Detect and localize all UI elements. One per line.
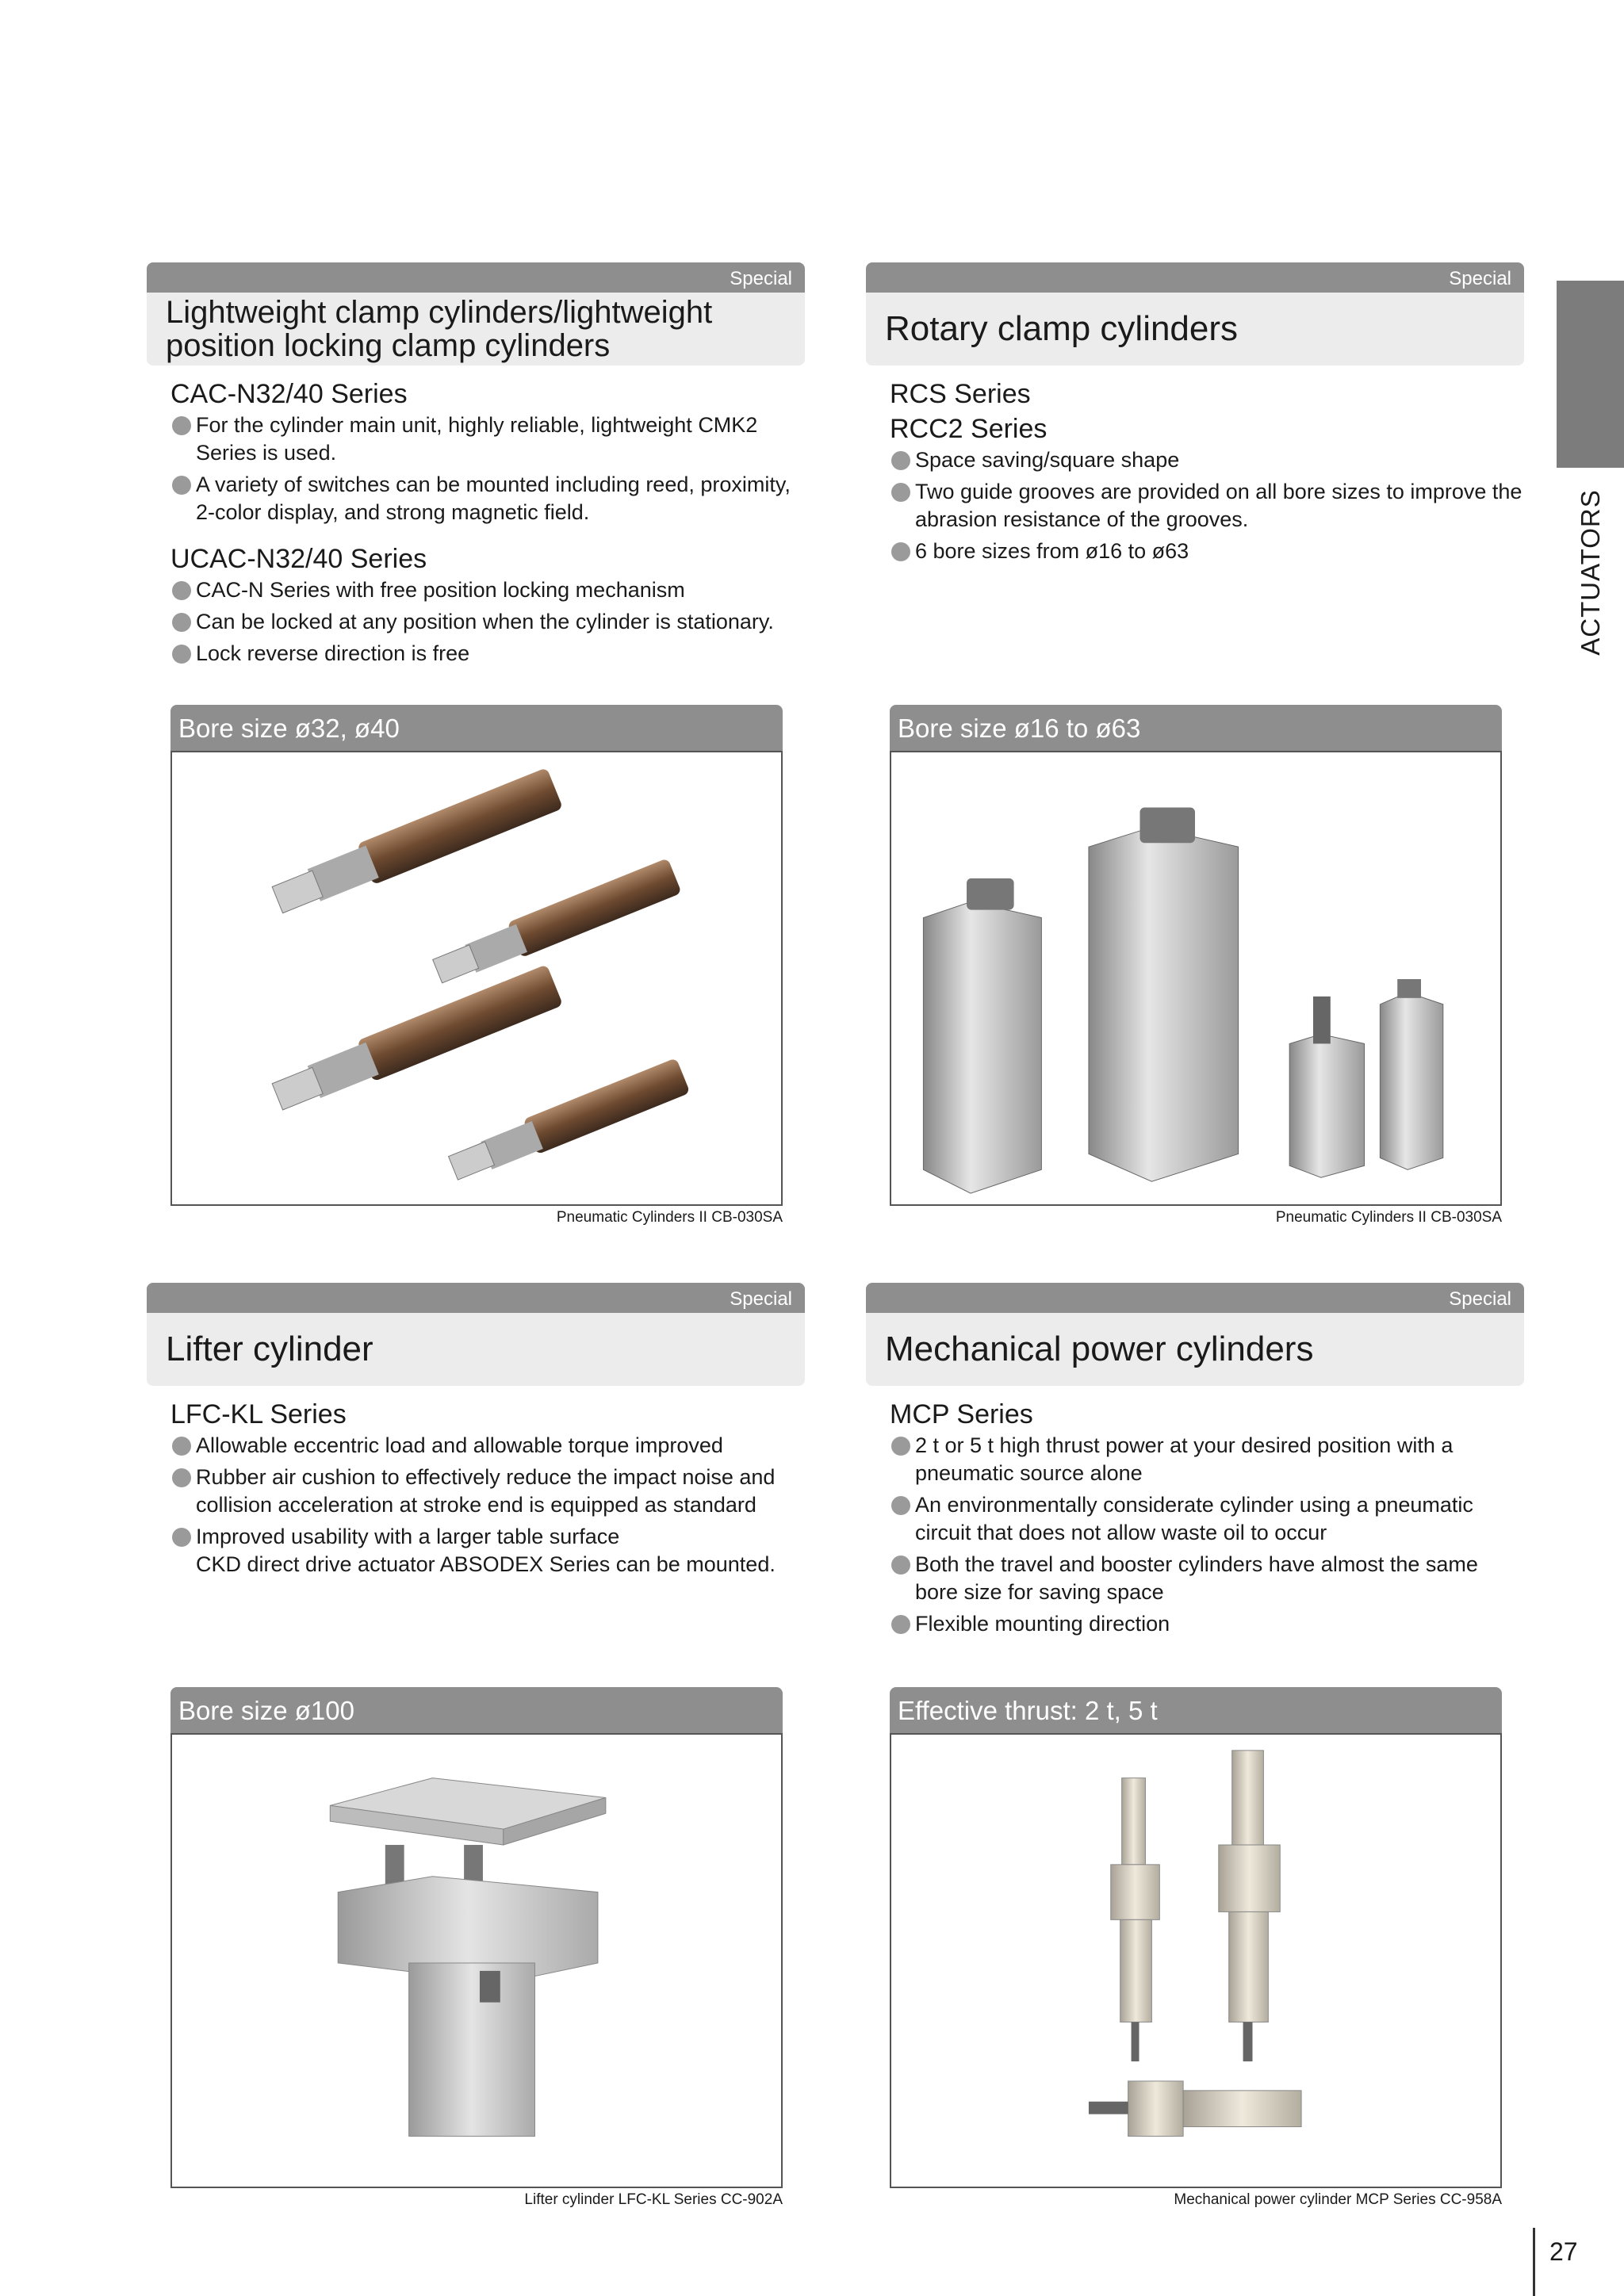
feature-list bbox=[890, 446, 1524, 565]
feature-item: Rubber air cushion to effectively reduce the impact noise and collision acceleration at stroke end is equipped as standard bbox=[170, 1464, 805, 1519]
figure-caption: Pneumatic Cylinders II CB-030SA bbox=[1275, 1209, 1502, 1226]
title-box bbox=[147, 293, 805, 365]
bullet-icon bbox=[891, 483, 910, 502]
bullet-icon bbox=[891, 1556, 910, 1575]
feature-item: Both the travel and booster cylinders have almost the same bore size for saving space bbox=[890, 1551, 1524, 1606]
figure-mechanical-power bbox=[890, 1687, 1502, 2212]
bullet-icon bbox=[891, 1437, 910, 1456]
bullet-icon bbox=[172, 416, 191, 435]
feature-item: Allowable eccentric load and allowable torque improved bbox=[170, 1432, 805, 1460]
panel-header bbox=[147, 262, 805, 365]
bullet-icon bbox=[172, 613, 191, 632]
rotary-cylinder-illustration bbox=[891, 752, 1500, 1204]
figure-caption: Mechanical power cylinder MCP Series CC-958A bbox=[1174, 2191, 1502, 2208]
clamp-cylinder-illustration bbox=[172, 752, 781, 1204]
bullet-icon bbox=[172, 581, 191, 600]
lifter-cylinder-illustration bbox=[172, 1735, 781, 2187]
special-tag: Special bbox=[1449, 268, 1511, 289]
bullet-icon bbox=[891, 1615, 910, 1634]
feature-note: CKD direct drive actuator ABSODEX Series can be mounted. bbox=[196, 1552, 776, 1576]
figure-label: Bore size ø100 bbox=[170, 1687, 783, 1733]
special-tag-bar bbox=[147, 262, 805, 293]
special-tag: Special bbox=[730, 1288, 792, 1310]
product-photo-lifter-cylinder bbox=[170, 1733, 783, 2188]
page-divider bbox=[1533, 2228, 1535, 2296]
bullet-icon bbox=[172, 1437, 191, 1456]
series-group bbox=[170, 377, 805, 526]
series-group bbox=[890, 377, 1524, 565]
figure-label: Bore size ø32, ø40 bbox=[170, 705, 783, 751]
figure-caption: Pneumatic Cylinders II CB-030SA bbox=[556, 1209, 783, 1226]
special-tag: Special bbox=[730, 268, 792, 289]
panel-header bbox=[866, 262, 1524, 365]
series-name: LFC-KL Series bbox=[170, 1399, 347, 1429]
feature-item: Can be locked at any position when the cylinder is stationary. bbox=[170, 608, 805, 636]
panel-lightweight-clamp bbox=[147, 262, 805, 672]
figure-caption: Lifter cylinder LFC-KL Series CC-902A bbox=[524, 2191, 783, 2208]
figure-lightweight-clamp bbox=[170, 705, 783, 1230]
panel-title: Rotary clamp cylinders bbox=[885, 309, 1239, 348]
title-box bbox=[866, 1313, 1524, 1386]
panel-rotary-clamp bbox=[866, 262, 1524, 569]
series-name: RCS Series bbox=[890, 379, 1031, 409]
panel-header bbox=[147, 1283, 805, 1386]
feature-item: CAC-N Series with free position locking mechanism bbox=[170, 576, 805, 604]
feature-item: Two guide grooves are provided on all bore sizes to improve the abrasion resistance of the grooves. bbox=[890, 478, 1524, 534]
feature-item: An environmentally considerate cylinder using a pneumatic circuit that does not allow waste oil to occur bbox=[890, 1491, 1524, 1547]
feature-item: Improved usability with a larger table surface bbox=[170, 1523, 805, 1551]
series-name: CAC-N32/40 Series bbox=[170, 379, 408, 409]
figure-label: Effective thrust: 2 t, 5 t bbox=[890, 1687, 1502, 1733]
panel-lifter-cylinder bbox=[147, 1283, 805, 1578]
special-tag-bar bbox=[866, 262, 1524, 293]
panel-title: Mechanical power cylinders bbox=[885, 1330, 1314, 1368]
bullet-icon bbox=[891, 1496, 910, 1515]
series-group bbox=[890, 1397, 1524, 1638]
page-number: 27 bbox=[1549, 2237, 1578, 2266]
special-tag-bar bbox=[866, 1283, 1524, 1313]
series-name: UCAC-N32/40 Series bbox=[170, 544, 427, 574]
special-tag: Special bbox=[1449, 1288, 1511, 1310]
feature-item: A variety of switches can be mounted including reed, proximity, 2-color display, and strong magnetic field. bbox=[170, 471, 805, 526]
feature-item: Space saving/square shape bbox=[890, 446, 1524, 474]
feature-list bbox=[170, 411, 805, 526]
figure-lifter-cylinder bbox=[170, 1687, 783, 2212]
product-photo-rotary-cylinders bbox=[890, 751, 1502, 1206]
bullet-icon bbox=[172, 476, 191, 495]
panel-title: Lifter cylinder bbox=[166, 1330, 373, 1368]
panel-title: Lightweight clamp cylinders/lightweight position locking clamp cylinders bbox=[166, 295, 713, 363]
figure-label: Bore size ø16 to ø63 bbox=[890, 705, 1502, 751]
feature-list bbox=[890, 1432, 1524, 1638]
panel-header bbox=[866, 1283, 1524, 1386]
feature-item: 2 t or 5 t high thrust power at your desired position with a pneumatic source alone bbox=[890, 1432, 1524, 1487]
series-name: MCP Series bbox=[890, 1399, 1033, 1429]
mechanical-power-cylinder-illustration bbox=[891, 1735, 1500, 2187]
figure-rotary-clamp bbox=[890, 705, 1502, 1230]
feature-item: 6 bore sizes from ø16 to ø63 bbox=[890, 538, 1524, 565]
bullet-icon bbox=[172, 1528, 191, 1547]
bullet-icon bbox=[172, 645, 191, 664]
product-photo-mechanical-power-cylinders bbox=[890, 1733, 1502, 2188]
series-group bbox=[170, 541, 805, 668]
section-label: ACTUATORS bbox=[1576, 489, 1605, 656]
title-box bbox=[147, 1313, 805, 1386]
special-tag-bar bbox=[147, 1283, 805, 1313]
feature-item: Flexible mounting direction bbox=[890, 1610, 1524, 1638]
product-photo-clamp-cylinders bbox=[170, 751, 783, 1206]
bullet-icon bbox=[172, 1468, 191, 1487]
feature-item: Lock reverse direction is free bbox=[170, 640, 805, 668]
bullet-icon bbox=[891, 542, 910, 561]
series-group bbox=[170, 1397, 805, 1578]
title-box bbox=[866, 293, 1524, 365]
bullet-icon bbox=[891, 451, 910, 470]
feature-list bbox=[170, 1432, 805, 1551]
section-side-tab bbox=[1557, 281, 1624, 468]
series-name: RCC2 Series bbox=[890, 414, 1048, 444]
panel-mechanical-power bbox=[866, 1283, 1524, 1642]
feature-list bbox=[170, 576, 805, 668]
feature-item: For the cylinder main unit, highly reliable, lightweight CMK2 Series is used. bbox=[170, 411, 805, 467]
